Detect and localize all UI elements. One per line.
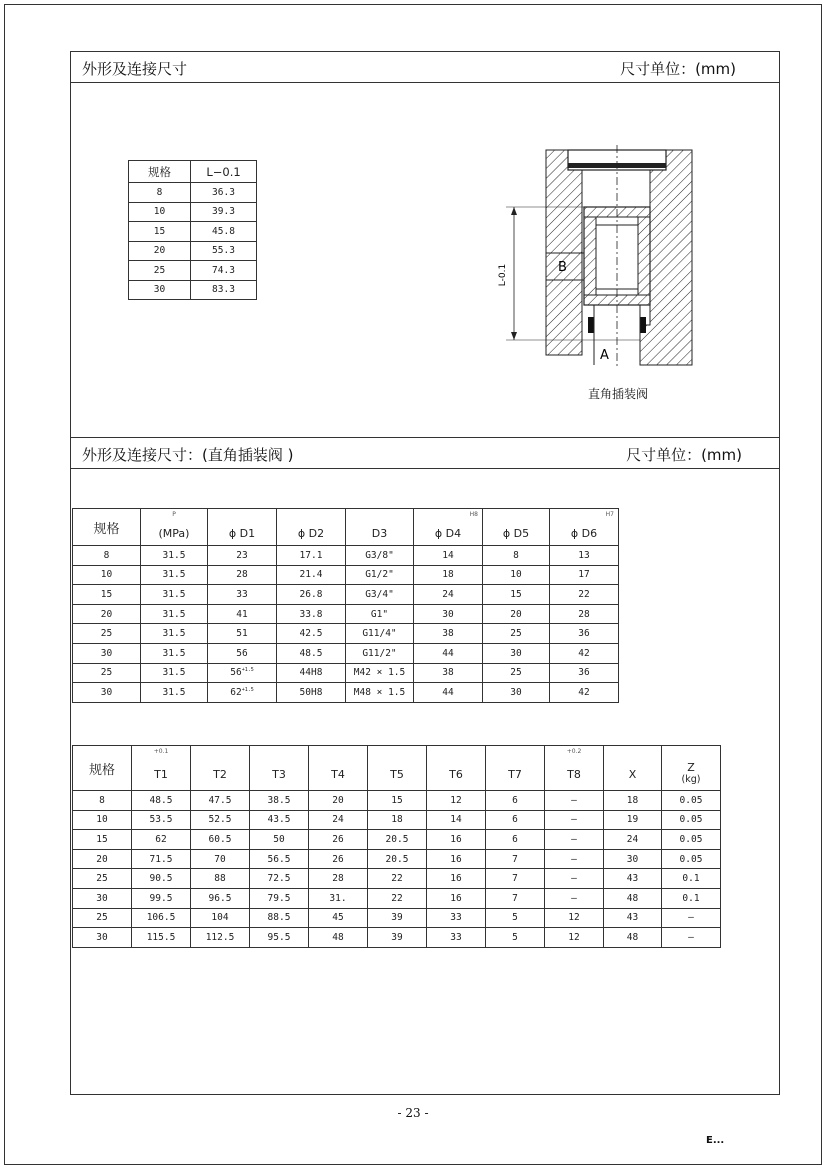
table-cell: 88 <box>191 869 250 889</box>
table-cell: 12 <box>545 928 604 948</box>
table-cell: 51 <box>208 624 277 644</box>
table-cell: 104 <box>191 908 250 928</box>
valve-drawing <box>500 145 700 370</box>
t2-header-spec: 规格 <box>73 509 141 546</box>
table-cell: 48 <box>604 928 662 948</box>
table-cell: 95.5 <box>250 928 309 948</box>
table-cell: 74.3 <box>191 261 257 281</box>
table-row <box>73 683 619 703</box>
length-dimension-label: L-0.1 <box>498 263 508 287</box>
table-cell: M48 × 1.5 <box>346 683 414 703</box>
t2-header-d3: D3 <box>346 509 414 546</box>
table-cell: 31.5 <box>141 624 208 644</box>
table-cell: 115.5 <box>132 928 191 948</box>
table-cell: 6 <box>486 791 545 811</box>
table-cell: 26 <box>309 849 368 869</box>
table-cell: 47.5 <box>191 791 250 811</box>
table-cell: 33 <box>208 585 277 605</box>
length-table <box>128 160 257 300</box>
table-cell: 30 <box>73 928 132 948</box>
table-cell: 44 <box>414 643 483 663</box>
table-cell: 15 <box>73 830 132 850</box>
table-cell: 33.8 <box>277 604 346 624</box>
table-cell: 17.1 <box>277 546 346 566</box>
table-cell: 21.4 <box>277 565 346 585</box>
table-cell: 6 <box>486 830 545 850</box>
table-cell: 7 <box>486 869 545 889</box>
table-cell: 15 <box>73 585 141 605</box>
table-cell: 25 <box>483 624 550 644</box>
table-cell: 30 <box>483 643 550 663</box>
table-cell: 25 <box>73 869 132 889</box>
port-b-label: B <box>558 260 567 275</box>
table-cell: 55.3 <box>191 241 257 261</box>
table-cell: 53.5 <box>132 810 191 830</box>
table-cell: 44H8 <box>277 663 346 683</box>
table-row <box>129 222 257 242</box>
table-row <box>129 183 257 203</box>
table-cell: 30 <box>604 849 662 869</box>
table-cell: — <box>662 908 721 928</box>
table-cell: 33 <box>427 908 486 928</box>
table-cell: 0.05 <box>662 810 721 830</box>
table-cell: 36.3 <box>191 183 257 203</box>
section1-header <box>70 51 780 83</box>
table-cell: 10 <box>129 202 191 222</box>
table-cell: 28 <box>208 565 277 585</box>
t3-header-t8: +0.2 T8 <box>545 746 604 791</box>
table-cell: 71.5 <box>132 849 191 869</box>
table-cell: 48.5 <box>132 791 191 811</box>
table-cell: 48.5 <box>277 643 346 663</box>
t3-header-spec: 规格 <box>73 746 132 791</box>
table-cell: 12 <box>545 908 604 928</box>
table-cell: 39 <box>368 928 427 948</box>
table-cell: 25 <box>73 908 132 928</box>
table-cell: 30 <box>129 280 191 300</box>
table-cell: G3/8" <box>346 546 414 566</box>
table-cell: 60.5 <box>191 830 250 850</box>
t2-header-d1: ϕ D1 <box>208 509 277 546</box>
table-cell: — <box>545 888 604 908</box>
table-cell: G1" <box>346 604 414 624</box>
table-cell: 39 <box>368 908 427 928</box>
table-cell: 88.5 <box>250 908 309 928</box>
table-cell: — <box>545 869 604 889</box>
table-row <box>129 261 257 281</box>
table-cell: 25 <box>483 663 550 683</box>
table-cell: 31.5 <box>141 565 208 585</box>
table-cell: 24 <box>414 585 483 605</box>
table-cell: 24 <box>604 830 662 850</box>
table-cell: 15 <box>483 585 550 605</box>
table-row <box>73 849 721 869</box>
table-cell: 25 <box>73 624 141 644</box>
table-cell: 20 <box>73 849 132 869</box>
table-cell: 13 <box>550 546 619 566</box>
t3-header-t3: T3 <box>250 746 309 791</box>
table-cell: 52.5 <box>191 810 250 830</box>
table-cell: 0.1 <box>662 869 721 889</box>
table-row <box>73 908 721 928</box>
table-cell: 16 <box>427 830 486 850</box>
t2-header-d6: H7 ϕ D6 <box>550 509 619 546</box>
dimension-table-d <box>72 508 619 703</box>
table-cell: 90.5 <box>132 869 191 889</box>
table-cell: 43.5 <box>250 810 309 830</box>
t3-header-t2: T2 <box>191 746 250 791</box>
table-cell: 8 <box>483 546 550 566</box>
table-cell: 50 <box>250 830 309 850</box>
table-cell: 106.5 <box>132 908 191 928</box>
table-cell: 25 <box>129 261 191 281</box>
table-cell: 56.5 <box>250 849 309 869</box>
section1-title: 外形及连接尺寸 <box>82 60 188 78</box>
table-cell: — <box>662 928 721 948</box>
section2-unit: 尺寸单位：(mm) <box>626 446 742 464</box>
table-cell: 38 <box>414 624 483 644</box>
table-cell: 30 <box>414 604 483 624</box>
corner-mark: E... <box>706 1135 725 1146</box>
table-cell: G11/4" <box>346 624 414 644</box>
table-cell: 42 <box>550 683 619 703</box>
t2-header-p: P (MPa) <box>141 509 208 546</box>
table-cell: 72.5 <box>250 869 309 889</box>
table-cell: 56 <box>208 643 277 663</box>
table-cell: 10 <box>483 565 550 585</box>
t1-header-spec: 规格 <box>129 161 191 183</box>
table-cell: 26 <box>309 830 368 850</box>
table-cell: 0.05 <box>662 849 721 869</box>
table-cell: 23 <box>208 546 277 566</box>
table-row <box>73 928 721 948</box>
table-cell: 62 <box>132 830 191 850</box>
table-cell: 31.5 <box>141 643 208 663</box>
table-row <box>129 280 257 300</box>
table-cell: 31.5 <box>141 546 208 566</box>
table-cell: 20 <box>129 241 191 261</box>
table-cell: 38.5 <box>250 791 309 811</box>
table-cell: 41 <box>208 604 277 624</box>
table-row <box>73 565 619 585</box>
table-cell: 30 <box>73 683 141 703</box>
table-cell: 45.8 <box>191 222 257 242</box>
table-cell: 36 <box>550 663 619 683</box>
t3-header-t1: +0.1 T1 <box>132 746 191 791</box>
table-cell: 20 <box>483 604 550 624</box>
table-row <box>73 546 619 566</box>
table-cell: 33 <box>427 928 486 948</box>
table-cell: 18 <box>414 565 483 585</box>
table-cell: 36 <box>550 624 619 644</box>
table-cell: 48 <box>604 888 662 908</box>
section2-header <box>70 437 780 469</box>
table-cell: 45 <box>309 908 368 928</box>
table-row <box>73 624 619 644</box>
table-cell: 12 <box>427 791 486 811</box>
section2-title: 外形及连接尺寸：(直角插装阀 ) <box>82 446 294 464</box>
table-cell: 15 <box>129 222 191 242</box>
table-cell: — <box>545 830 604 850</box>
table-cell: 42 <box>550 643 619 663</box>
table-cell: 38 <box>414 663 483 683</box>
table-cell: 19 <box>604 810 662 830</box>
table-cell: 15 <box>368 791 427 811</box>
table-cell: 28 <box>309 869 368 889</box>
table-row <box>73 869 721 889</box>
table-row <box>129 202 257 222</box>
port-a-label: A <box>600 348 609 363</box>
table-cell: 22 <box>368 869 427 889</box>
table-cell: 43 <box>604 908 662 928</box>
table-cell: 31.5 <box>141 604 208 624</box>
table-cell: 8 <box>73 791 132 811</box>
t3-header-t5: T5 <box>368 746 427 791</box>
table-cell: 18 <box>604 791 662 811</box>
table-cell: 8 <box>129 183 191 203</box>
table-cell: 17 <box>550 565 619 585</box>
table-cell: 16 <box>427 869 486 889</box>
table-cell: 18 <box>368 810 427 830</box>
t2-header-d4: H8 ϕ D4 <box>414 509 483 546</box>
table-cell: G3/4" <box>346 585 414 605</box>
table-cell: 0.05 <box>662 791 721 811</box>
table-cell: 83.3 <box>191 280 257 300</box>
table-cell: 0.05 <box>662 830 721 850</box>
table-row <box>73 604 619 624</box>
table-cell: 8 <box>73 546 141 566</box>
table-cell: 20 <box>309 791 368 811</box>
table-cell: 5 <box>486 928 545 948</box>
table-cell: 31.5 <box>141 585 208 605</box>
table-cell: 14 <box>414 546 483 566</box>
t3-header-x: X <box>604 746 662 791</box>
t3-header-z: Z (kg) <box>662 746 721 791</box>
t1-header-l: L−0.1 <box>191 161 257 183</box>
section1-unit: 尺寸单位：(mm) <box>620 60 736 78</box>
table-cell: 7 <box>486 888 545 908</box>
table-cell: 70 <box>191 849 250 869</box>
t3-header-t4: T4 <box>309 746 368 791</box>
table-cell: 10 <box>73 810 132 830</box>
table-row <box>73 888 721 908</box>
table-cell: — <box>545 791 604 811</box>
t3-header-t6: T6 <box>427 746 486 791</box>
table-cell: 14 <box>427 810 486 830</box>
table-cell: 25 <box>73 663 141 683</box>
table-cell: 26.8 <box>277 585 346 605</box>
table-cell: 50H8 <box>277 683 346 703</box>
dimension-table-t <box>72 745 721 948</box>
table-cell: 20 <box>73 604 141 624</box>
table-cell: — <box>545 849 604 869</box>
t2-header-d2: ϕ D2 <box>277 509 346 546</box>
table-row <box>129 241 257 261</box>
table-cell: 22 <box>368 888 427 908</box>
table-cell: 48 <box>309 928 368 948</box>
table-cell: M42 × 1.5 <box>346 663 414 683</box>
table-cell: 30 <box>73 888 132 908</box>
table-cell: 79.5 <box>250 888 309 908</box>
table-cell: 22 <box>550 585 619 605</box>
table-cell: 10 <box>73 565 141 585</box>
table-cell: $62^{+1.5}$ <box>208 683 277 703</box>
table-row <box>73 791 721 811</box>
table-cell: 7 <box>486 849 545 869</box>
table-cell: 96.5 <box>191 888 250 908</box>
t2-header-d5: ϕ D5 <box>483 509 550 546</box>
table-cell: — <box>545 810 604 830</box>
table-cell: 30 <box>73 643 141 663</box>
table-cell: 31. <box>309 888 368 908</box>
table-cell: 39.3 <box>191 202 257 222</box>
table-cell: 30 <box>483 683 550 703</box>
table-cell: 5 <box>486 908 545 928</box>
table-row <box>73 643 619 663</box>
table-cell: G1/2" <box>346 565 414 585</box>
table-row <box>73 663 619 683</box>
table-cell: 20.5 <box>368 849 427 869</box>
table-cell: 31.5 <box>141 663 208 683</box>
table-cell: 6 <box>486 810 545 830</box>
table-cell: 99.5 <box>132 888 191 908</box>
table-row <box>73 810 721 830</box>
table-row <box>73 830 721 850</box>
table-cell: 16 <box>427 888 486 908</box>
table-cell: 20.5 <box>368 830 427 850</box>
table-cell: 16 <box>427 849 486 869</box>
table-cell: G11/2" <box>346 643 414 663</box>
table-cell: 44 <box>414 683 483 703</box>
page-number: - 23 - <box>397 1106 429 1120</box>
table-cell: 42.5 <box>277 624 346 644</box>
t3-header-t7: T7 <box>486 746 545 791</box>
table-cell: 31.5 <box>141 683 208 703</box>
table-cell: 28 <box>550 604 619 624</box>
table-cell: 112.5 <box>191 928 250 948</box>
table-cell: 24 <box>309 810 368 830</box>
table-row <box>73 585 619 605</box>
drawing-caption: 直角插装阀 <box>588 387 649 401</box>
table-cell: 0.1 <box>662 888 721 908</box>
table-cell: $56^{+1.5}$ <box>208 663 277 683</box>
table-cell: 43 <box>604 869 662 889</box>
